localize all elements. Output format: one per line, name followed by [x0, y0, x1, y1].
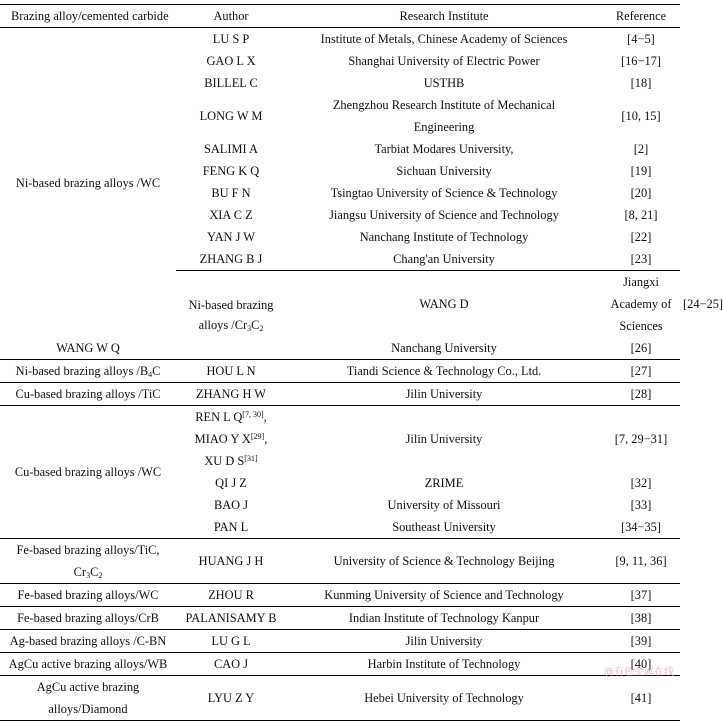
subscript: 3 [247, 324, 252, 333]
author-line [179, 428, 283, 450]
category-cell: Ni-based brazing alloys /WC [15, 175, 161, 190]
author-cell: LU S P [212, 32, 250, 46]
table-row [0, 653, 680, 676]
category-cell: Fe-based brazing alloys/WC [0, 584, 176, 607]
author-cell: LONG W M [199, 109, 263, 123]
reference-cell: [7, 29−31] [602, 406, 680, 473]
author-cell: BILLEL C [204, 76, 258, 90]
brazing-alloy-table [0, 4, 723, 721]
author-cell: SALIMI A [203, 142, 259, 156]
institute-cell: Harbin Institute of Technology [286, 653, 602, 676]
author-separator: , [263, 410, 267, 424]
institute-cell: Chang'an University [393, 252, 495, 266]
author-separator: , [264, 432, 268, 446]
reference-cell: [23] [630, 252, 652, 266]
category-cell [0, 676, 176, 721]
category-text: Ni-based brazing alloys /B [15, 364, 149, 378]
reference-cell: [27] [602, 360, 680, 383]
reference-cell: [32] [630, 476, 652, 490]
table-row [0, 383, 680, 406]
author-cell: YAN J W [207, 230, 255, 244]
author-line [179, 406, 283, 428]
institute-cell: Jilin University [286, 406, 602, 473]
reference-cell: [4−5] [627, 32, 655, 46]
header-row [0, 5, 680, 28]
category-text: C [90, 565, 99, 579]
table-row [0, 607, 680, 630]
citation-superscript: [29] [250, 432, 265, 441]
category-text: Cr [73, 565, 87, 579]
table-row [0, 676, 680, 721]
author-cell: PAN L [213, 520, 249, 534]
institute-cell: Kunming University of Science and Technology [286, 584, 602, 607]
author-cell: ZHANG B J [199, 252, 263, 266]
author-cell: BAO J [213, 498, 249, 512]
institute-cell: Zhengzhou Research Institute of Mechanical Engineering [332, 98, 556, 134]
category-cell: Cu-based brazing alloys /WC [0, 406, 176, 539]
category-text: C [152, 364, 161, 378]
author-cell: WANG W Q [56, 341, 120, 355]
citation-superscript: [7, 30] [242, 410, 264, 419]
reference-cell: [2] [633, 142, 649, 156]
institute-cell: Jilin University [286, 383, 602, 406]
institute-cell: University of Science & Technology Beijing [286, 539, 602, 584]
author-cell: FENG K Q [202, 164, 260, 178]
reference-cell: [8, 21] [624, 208, 658, 222]
reference-cell: [38] [602, 607, 680, 630]
reference-cell: [16−17] [620, 54, 662, 68]
reference-cell: [41] [602, 676, 680, 721]
category-cell: Fe-based brazing alloys/CrB [0, 607, 176, 630]
citation-superscript: [31] [244, 454, 258, 463]
institute-cell: Tiandi Science & Technology Co., Ltd. [286, 360, 602, 383]
category-cell: AgCu active brazing alloys/WB [0, 653, 176, 676]
category-cell [0, 539, 176, 584]
category-text: Ni-based brazing alloys /Cr [188, 298, 274, 332]
category-cell [176, 271, 286, 360]
subscript: 3 [86, 571, 91, 580]
author-cell [176, 406, 286, 473]
institute-cell: Shanghai University of Electric Power [348, 54, 540, 68]
header-alloy: Brazing alloy/cemented carbide [0, 5, 176, 28]
header-institute: Research Institute [286, 5, 602, 28]
reference-cell: [34−35] [620, 520, 662, 534]
author-cell: HOU L N [176, 360, 286, 383]
author-cell: QI J Z [215, 476, 247, 490]
institute-cell: Nanchang University [391, 341, 497, 355]
table-row [0, 584, 680, 607]
institute-cell: USTHB [423, 76, 465, 90]
subscript: 2 [98, 571, 103, 580]
reference-cell: [22] [630, 230, 652, 244]
institute-cell: Institute of Metals, Chinese Academy of Sciences [320, 32, 568, 46]
institute-cell: Jiangxi Academy of Sciences [602, 271, 680, 338]
institute-cell: Tarbiat Modares University, [374, 142, 514, 156]
institute-cell: Sichuan University [396, 164, 492, 178]
table-row [0, 630, 680, 653]
author-cell: GAO L X [206, 54, 256, 68]
reference-cell: [26] [630, 341, 652, 355]
category-cell [0, 360, 176, 383]
subscript: 4 [148, 370, 153, 379]
table-row: Ni-based brazing alloys $/Cr_3C_2$ WANG D Jiangxi Academy of Sciences [24−25] [0, 271, 680, 338]
reference-cell: [39] [602, 630, 680, 653]
author-cell: BU F N [211, 186, 251, 200]
institute-cell: Hebei University of Technology [286, 676, 602, 721]
author-cell: XIA C Z [209, 208, 253, 222]
author-cell: WANG D [286, 271, 602, 338]
author-cell: CAO J [176, 653, 286, 676]
category-line: AgCu active brazing [36, 680, 140, 694]
reference-cell: [33] [630, 498, 652, 512]
table-row [0, 360, 680, 383]
author-line [179, 450, 283, 472]
author-cell: LU G L [176, 630, 286, 653]
category-cell: Ag-based brazing alloys /C-BN [0, 630, 176, 653]
author-cell: ZHANG H W [176, 383, 286, 406]
institute-cell: Tsingtao University of Science & Technology [330, 186, 558, 200]
institute-cell: Nanchang Institute of Technology [359, 230, 529, 244]
author-cell: HUANG J H [176, 539, 286, 584]
institute-cell: ZRIME [424, 476, 464, 490]
category-cell: Cu-based brazing alloys /TiC [0, 383, 176, 406]
reference-cell: [37] [602, 584, 680, 607]
table-row [0, 28, 680, 51]
reference-cell: [20] [630, 186, 652, 200]
reference-cell: [18] [630, 76, 652, 90]
author-cell: LYU Z Y [176, 676, 286, 721]
reference-cell: [40] [602, 653, 680, 676]
subscript: 2 [259, 324, 264, 333]
reference-cell: [19] [630, 164, 652, 178]
institute-cell: Southeast University [392, 520, 496, 534]
institute-cell: Jilin University [286, 630, 602, 653]
header-author: Author [176, 5, 286, 28]
author-name: REN L Q [195, 410, 243, 424]
category-text: C [251, 318, 260, 332]
author-cell: PALANISAMY B [176, 607, 286, 630]
author-name: MIAO Y X [194, 432, 251, 446]
table-row [0, 406, 680, 473]
category-line [3, 561, 173, 583]
institute-cell: Jiangsu University of Science and Technology [329, 208, 559, 222]
institute-cell: Indian Institute of Technology Kanpur [286, 607, 602, 630]
category-line: Fe-based brazing alloys/TiC, [16, 543, 160, 557]
watermark: @有色金属在线 [604, 667, 674, 678]
reference-cell: [28] [602, 383, 680, 406]
author-name: XU D S [204, 454, 245, 468]
author-cell: ZHOU R [176, 584, 286, 607]
reference-cell: [9, 11, 36] [602, 539, 680, 584]
reference-cell: [10, 15] [621, 109, 661, 123]
table-row [0, 539, 680, 584]
table-row [0, 337, 680, 360]
institute-cell: University of Missouri [387, 498, 501, 512]
header-reference: Reference [602, 5, 680, 28]
category-line: alloys/Diamond [48, 702, 128, 716]
